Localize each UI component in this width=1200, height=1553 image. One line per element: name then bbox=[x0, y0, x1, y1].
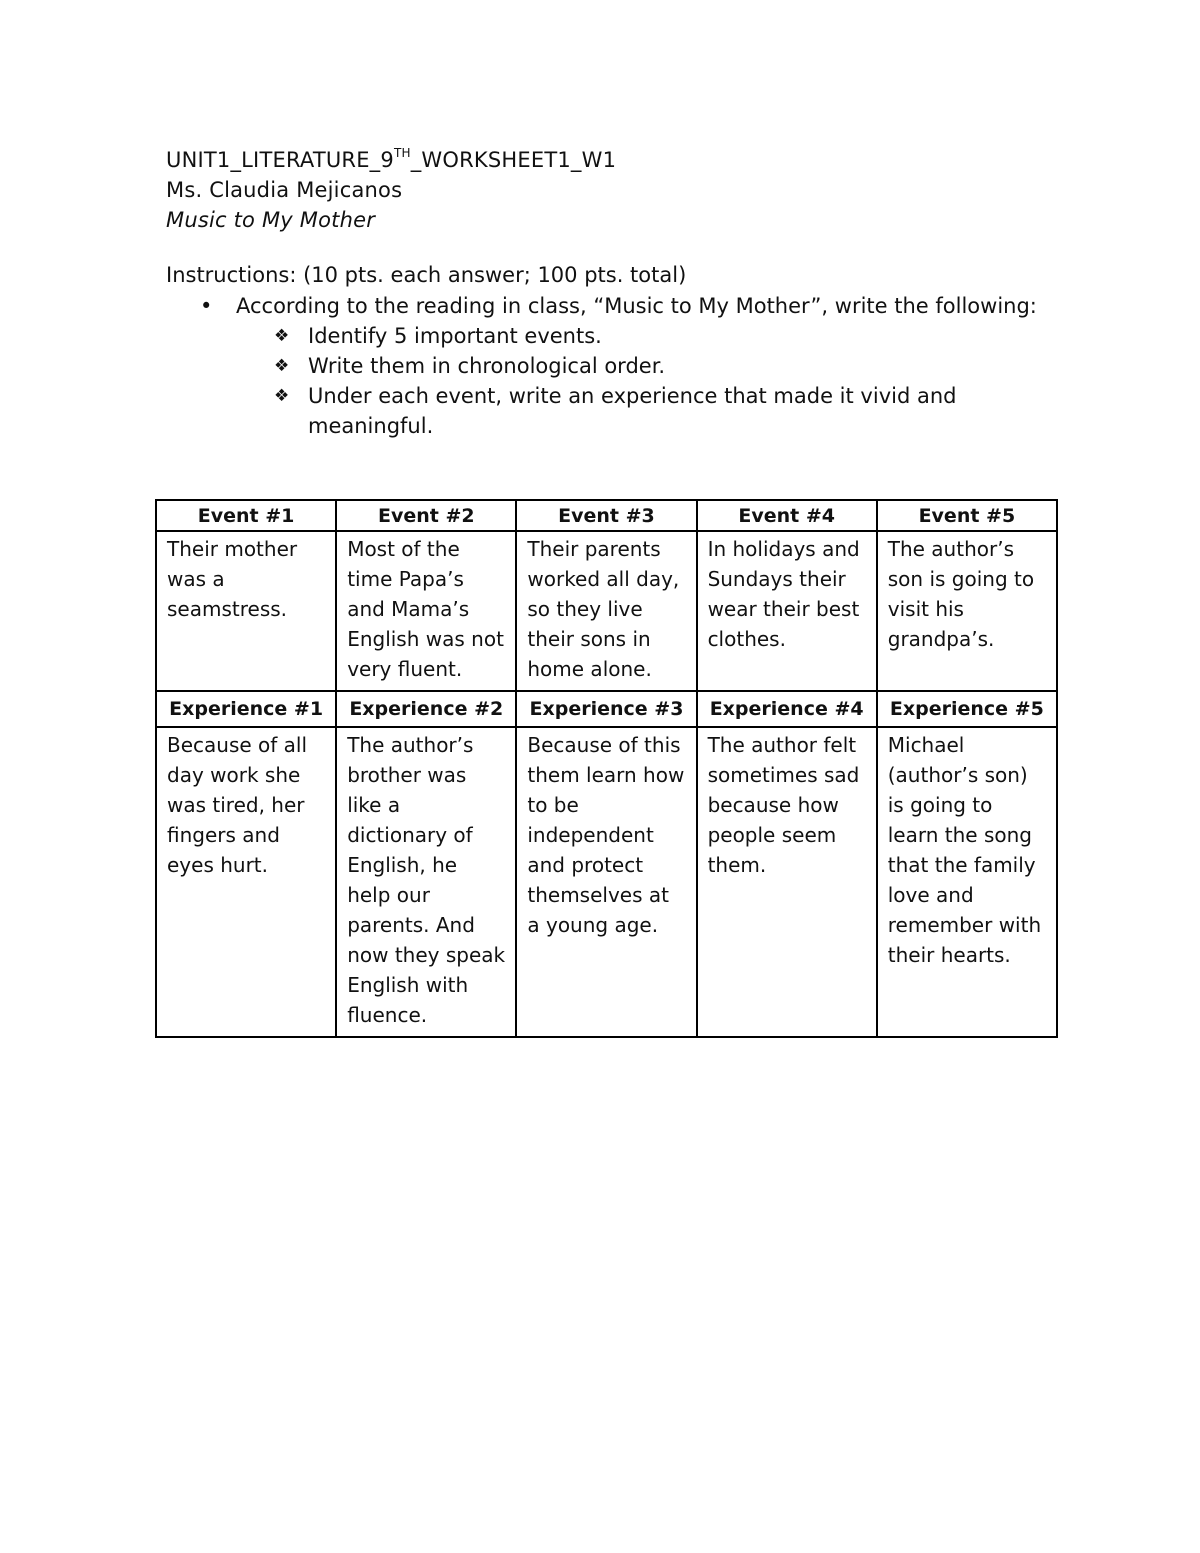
sub-instruction-item bbox=[166, 321, 1066, 351]
diamond-bullet-icon: ❖ bbox=[274, 386, 290, 406]
experience-cell: Michael (author’s son) is going to learn the song that the family love and remember with their hearts. bbox=[877, 727, 1057, 1037]
event-cell: The author’s son is going to visit his grandpa’s. bbox=[877, 531, 1057, 691]
experience-cell: The author’s brother was like a dictionary of English, he help our parents. And now they speak English with fluence. bbox=[336, 727, 516, 1037]
experience-content-row bbox=[156, 727, 1057, 1037]
bullet-icon: • bbox=[200, 294, 213, 318]
instructions-label: Instructions: (10 pts. each answer; 100 pts. total) bbox=[166, 263, 687, 287]
experience-cell: The author felt sometimes sad because how people seem them. bbox=[697, 727, 877, 1037]
bullet-text: According to the reading in class, “Music to My Mother”, write the following: bbox=[236, 294, 1037, 318]
reading-title: Music to My Mother bbox=[166, 208, 376, 232]
experience-header-row bbox=[156, 691, 1057, 727]
sub-instruction-item bbox=[166, 381, 1066, 441]
teacher-name: Ms. Claudia Mejicanos bbox=[166, 178, 403, 202]
diamond-bullet-icon: ❖ bbox=[274, 356, 290, 376]
sub-instruction-list bbox=[166, 321, 1066, 441]
worksheet-code bbox=[166, 140, 1066, 175]
code-suffix: _WORKSHEET1_W1 bbox=[410, 148, 617, 172]
event-cell: Their mother was a seamstress. bbox=[156, 531, 336, 691]
event-cell: In holidays and Sundays their wear their best clothes. bbox=[697, 531, 877, 691]
document-header bbox=[166, 140, 1066, 235]
experience-header: Experience #4 bbox=[697, 691, 877, 727]
event-header: Event #2 bbox=[336, 500, 516, 531]
code-prefix: UNIT1_LITERATURE_9 bbox=[166, 148, 394, 172]
experience-header: Experience #2 bbox=[336, 691, 516, 727]
event-header: Event #4 bbox=[697, 500, 877, 531]
experience-cell: Because of all day work she was tired, her fingers and eyes hurt. bbox=[156, 727, 336, 1037]
experience-header: Experience #1 bbox=[156, 691, 336, 727]
sub-instruction-text: Write them in chronological order. bbox=[308, 354, 666, 378]
event-header: Event #3 bbox=[516, 500, 696, 531]
event-content-row bbox=[156, 531, 1057, 691]
sub-instruction-text: Identify 5 important events. bbox=[308, 324, 602, 348]
event-header: Event #1 bbox=[156, 500, 336, 531]
experience-cell: Because of this them learn how to be independent and protect themselves at a young age. bbox=[516, 727, 696, 1037]
sub-instruction-text: Under each event, write an experience that made it vivid and meaningful. bbox=[308, 384, 957, 438]
event-header-row bbox=[156, 500, 1057, 531]
event-header: Event #5 bbox=[877, 500, 1057, 531]
events-table bbox=[155, 499, 1058, 1038]
instructions-block bbox=[166, 260, 1066, 441]
diamond-bullet-icon: ❖ bbox=[274, 326, 290, 346]
instructions-bullet bbox=[166, 291, 1066, 321]
experience-header: Experience #5 bbox=[877, 691, 1057, 727]
event-cell: Most of the time Papa’s and Mama’s English was not very fluent. bbox=[336, 531, 516, 691]
event-cell: Their parents worked all day, so they live their sons in home alone. bbox=[516, 531, 696, 691]
experience-header: Experience #3 bbox=[516, 691, 696, 727]
code-superscript: TH bbox=[393, 146, 411, 160]
sub-instruction-item bbox=[166, 351, 1066, 381]
